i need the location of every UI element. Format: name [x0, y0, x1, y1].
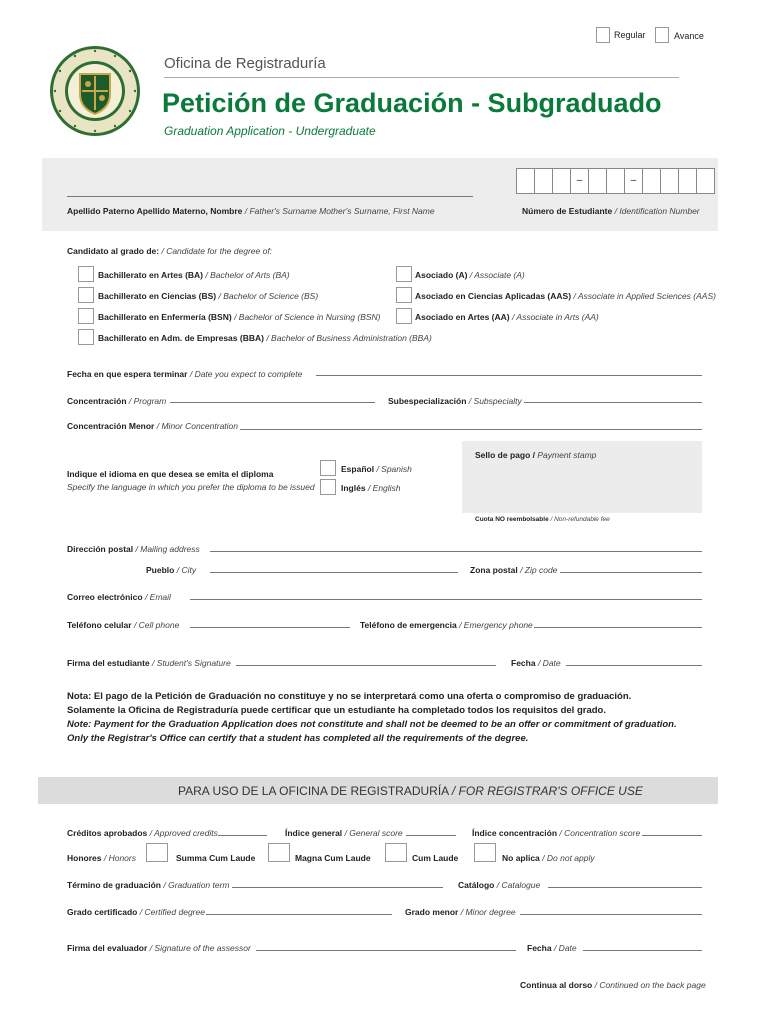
catalogue-input[interactable] — [548, 887, 702, 888]
student-id-boxes[interactable]: – – — [516, 168, 715, 194]
ba-checkbox[interactable] — [78, 266, 94, 282]
summa-label: Summa Cum Laude — [176, 853, 256, 863]
office-use-title: PARA USO DE LA OFICINA DE REGISTRADURÍA / FOR REGISTRAR'S OFFICE USE — [178, 784, 643, 798]
student-id-label: Número de Estudiante / Identification Number — [522, 206, 700, 216]
graduation-note: Nota: El pago de la Petición de Graduación no constituye y no se interpretará como una oferta o compromiso de graduación. Solamente la Oficina de Registraduría puede certificar que un estudiante ha completado todos los requisitos del grado. Note: Payment for the Graduation Application does not constitute and shall not be deemed to be an offer or commitment of graduation. Only the Registrar's Office can certify that a student has completed all the requirements of the degree. — [67, 691, 677, 744]
aas-checkbox[interactable] — [396, 287, 412, 303]
address-input[interactable] — [210, 551, 702, 552]
name-input-line[interactable] — [67, 196, 473, 197]
cum-checkbox[interactable] — [385, 843, 407, 862]
sign-date-label: Fecha / Date — [511, 658, 561, 668]
minor-degree-label: Grado menor / Minor degree — [405, 907, 516, 917]
avance-label: Avance — [674, 31, 704, 41]
emergency-label: Teléfono de emergencia / Emergency phone — [360, 620, 533, 630]
city-label: Pueblo / City — [146, 565, 197, 575]
zip-input[interactable] — [560, 572, 702, 573]
credits-label: Créditos aprobados / Approved credits — [67, 828, 218, 838]
assessor-signature-label: Firma del evaluador / Signature of the assessor — [67, 943, 251, 953]
regular-label: Regular — [614, 30, 646, 40]
term-label: Término de graduación / Graduation term — [67, 880, 230, 890]
page-title: Petición de Graduación - Subgraduado — [162, 88, 662, 118]
continued-note: Continua al dorso / Continued on the back page — [520, 980, 706, 990]
not-apply-checkbox[interactable] — [474, 843, 496, 862]
honors-label: Honores / Honors — [67, 853, 136, 863]
spanish-checkbox[interactable] — [320, 460, 336, 476]
subspecialty-input[interactable] — [524, 402, 702, 403]
catalogue-label: Catálogo / Catalogue — [458, 880, 541, 890]
language-question: Indique el idioma en que desea se emita el diploma Specify the language in which you prefer the diploma to be issued — [67, 469, 315, 492]
fee-note: Cuota NO reembolsable / Non-refundable fee — [475, 516, 610, 523]
university-seal — [48, 44, 142, 138]
credits-input[interactable] — [218, 835, 267, 836]
regular-checkbox[interactable] — [596, 27, 610, 43]
assessor-date-label: Fecha / Date — [527, 943, 577, 953]
city-input[interactable] — [210, 572, 458, 573]
email-label: Correo electrónico / Email — [67, 592, 171, 602]
cum-label: Cum Laude — [412, 853, 459, 863]
not-apply-label: No aplica / Do not apply — [502, 853, 595, 863]
bba-checkbox[interactable] — [78, 329, 94, 345]
bsn-checkbox[interactable] — [78, 308, 94, 324]
emergency-input[interactable] — [534, 627, 702, 628]
zip-label: Zona postal / Zip code — [470, 565, 558, 575]
office-heading: Oficina de Registraduría — [164, 55, 326, 72]
certified-degree-input[interactable] — [206, 914, 392, 915]
avance-checkbox[interactable] — [655, 27, 669, 43]
a-checkbox[interactable] — [396, 266, 412, 282]
english-checkbox[interactable] — [320, 479, 336, 495]
expected-date-input[interactable] — [316, 375, 702, 376]
bs-label: Bachillerato en Ciencias (BS) / Bachelor of Science (BS) — [98, 291, 319, 301]
magna-checkbox[interactable] — [268, 843, 290, 862]
magna-label: Magna Cum Laude — [295, 853, 371, 863]
signature-input[interactable] — [236, 665, 496, 666]
signature-label: Firma del estudiante / Student's Signature — [67, 658, 231, 668]
degree-heading: Candidato al grado de: / Candidate for the degree of: — [67, 246, 273, 256]
english-label: Inglés / English — [341, 483, 401, 493]
payment-stamp-label: Sello de pago / Payment stamp — [475, 450, 597, 460]
aa-checkbox[interactable] — [396, 308, 412, 324]
concentration-input[interactable] — [170, 402, 375, 403]
bs-checkbox[interactable] — [78, 287, 94, 303]
concentration-label: Concentración / Program — [67, 396, 167, 406]
spanish-label: Español / Spanish — [341, 464, 412, 474]
assessor-signature-input[interactable] — [256, 950, 516, 951]
term-input[interactable] — [232, 887, 443, 888]
certified-degree-label: Grado certificado / Certified degree — [67, 907, 205, 917]
minor-degree-input[interactable] — [520, 914, 702, 915]
email-input[interactable] — [190, 599, 702, 600]
summa-checkbox[interactable] — [146, 843, 168, 862]
a-label: Asociado (A) / Associate (A) — [415, 270, 525, 280]
cell-label: Teléfono celular / Cell phone — [67, 620, 180, 630]
conc-gpa-input[interactable] — [642, 835, 702, 836]
assessor-date-input[interactable] — [583, 950, 702, 951]
page-subtitle: Graduation Application - Undergraduate — [164, 124, 376, 138]
bsn-label: Bachillerato en Enfermería (BSN) / Bachelor of Science in Nursing (BSN) — [98, 312, 381, 322]
name-label: Apellido Paterno Apellido Materno, Nombre / Father's Surname Mother's Surname, First Name — [67, 206, 435, 216]
gpa-label: Índice general / General score — [285, 828, 403, 838]
conc-gpa-label: Índice concentración / Concentration score — [472, 828, 641, 838]
subspecialty-label: Subespecialización / Subspecialty — [388, 396, 522, 406]
aas-label: Asociado en Ciencias Aplicadas (AAS) / Associate in Applied Sciences (AAS) — [415, 291, 716, 301]
bba-label: Bachillerato en Adm. de Empresas (BBA) / Bachelor of Business Administration (BBA) — [98, 333, 432, 343]
aa-label: Asociado en Artes (AA) / Associate in Arts (AA) — [415, 312, 599, 322]
cell-input[interactable] — [190, 627, 350, 628]
minor-label: Concentración Menor / Minor Concentration — [67, 421, 239, 431]
minor-input[interactable] — [240, 429, 702, 430]
address-label: Dirección postal / Mailing address — [67, 544, 200, 554]
sign-date-input[interactable] — [566, 665, 702, 666]
expected-date-label: Fecha en que espera terminar / Date you expect to complete — [67, 369, 303, 379]
ba-label: Bachillerato en Artes (BA) / Bachelor of Arts (BA) — [98, 270, 290, 280]
gpa-input[interactable] — [406, 835, 456, 836]
